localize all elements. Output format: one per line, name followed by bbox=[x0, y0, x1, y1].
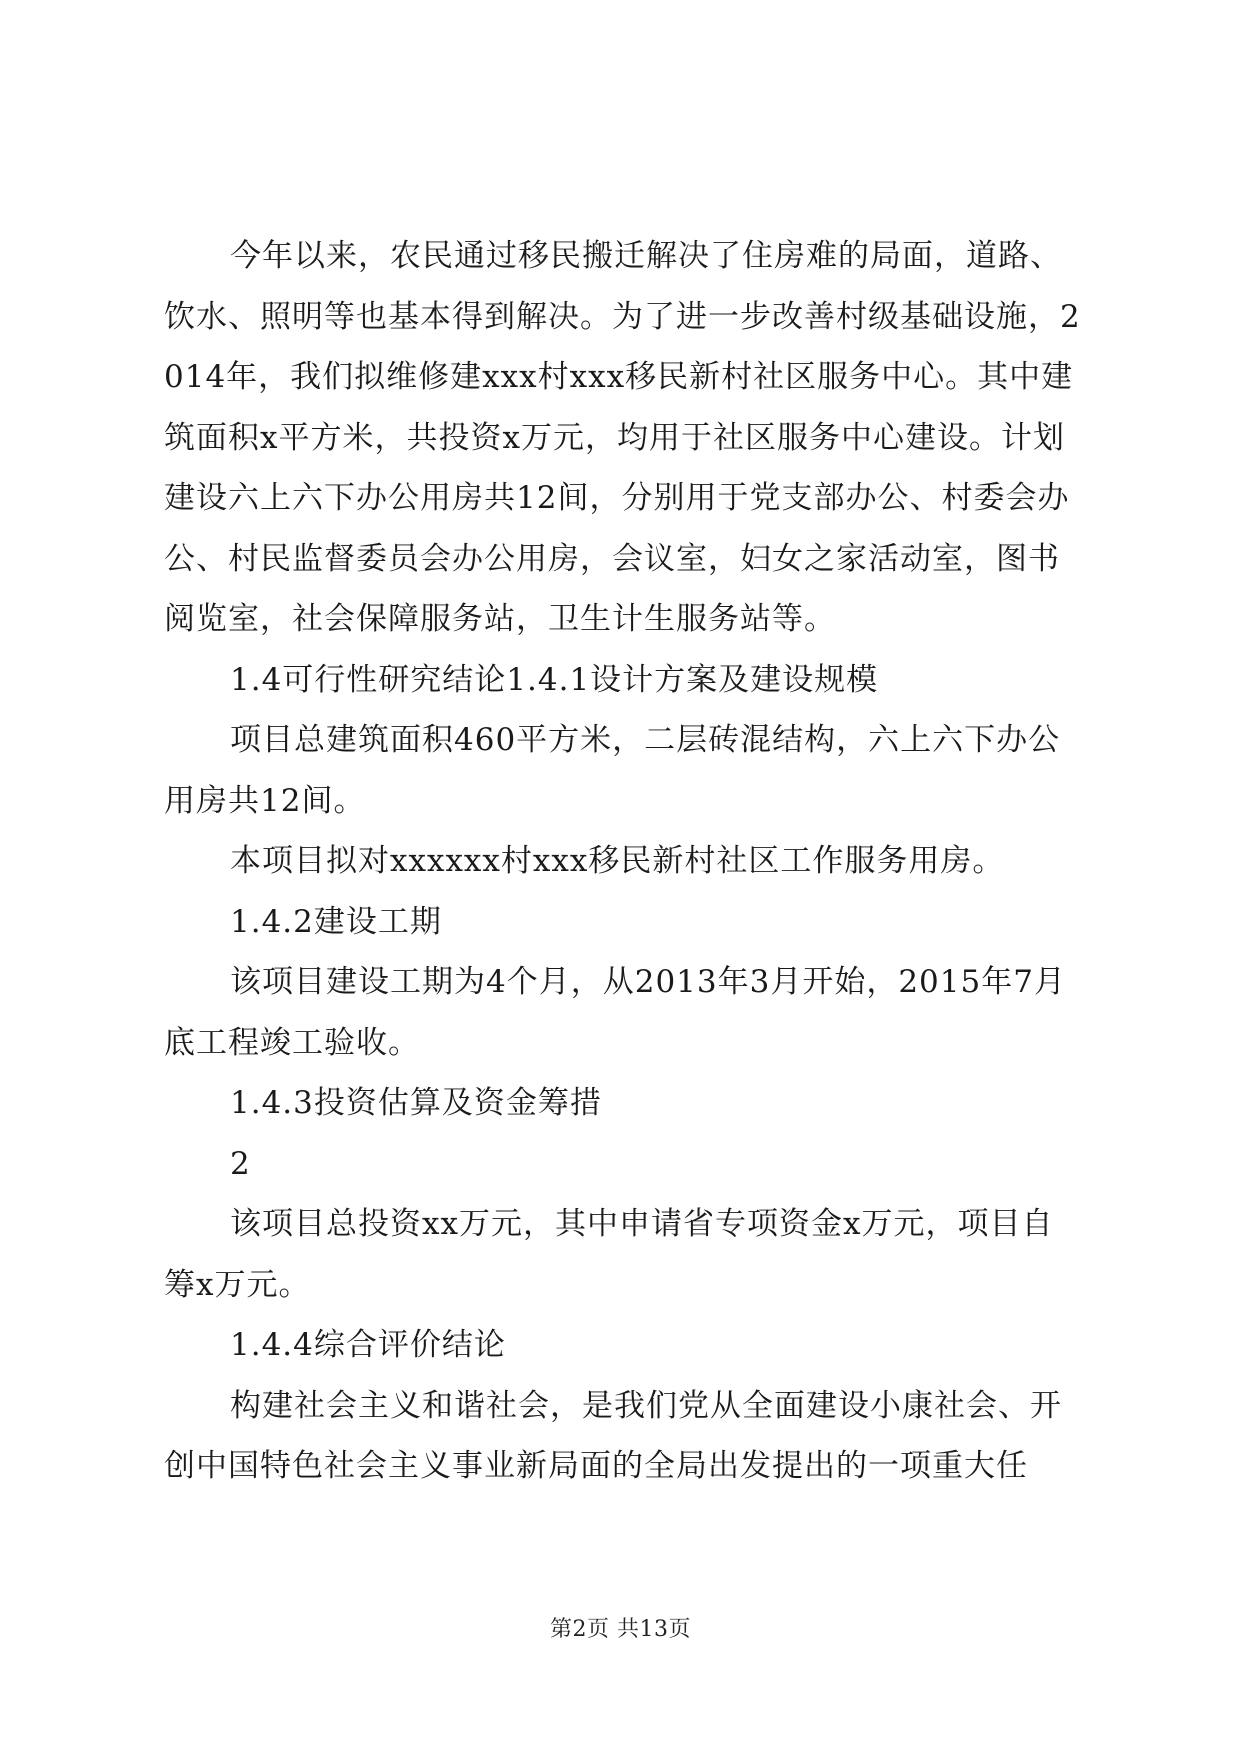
heading-1-4-2: 1.4.2建设工期 bbox=[230, 903, 442, 940]
heading-1-4-4: 1.4.4综合评价结论 bbox=[230, 1327, 506, 1363]
paragraph-investment: 该项目总投资xx万元，其中申请省专项资金x万元，项目自筹x万元。 bbox=[164, 1206, 1054, 1303]
paragraph-scale: 项目总建筑面积460平方米，二层砖混结构，六上六下办公用房共12间。 bbox=[164, 722, 1061, 819]
paragraph-conclusion: 构建社会主义和谐社会，是我们党从全面建设小康社会、开创中国特色社会主义事业新局面的全局出发提出的一项重大任 bbox=[164, 1387, 1062, 1484]
page-footer: 第2页 共13页 bbox=[550, 1617, 691, 1642]
paragraph-schedule: 该项目建设工期为4个月，从2013年3月开始，2015年7月底工程竣工验收。 bbox=[164, 964, 1066, 1061]
paragraph-project: 本项目拟对xxxxxx村xxx移民新村社区工作服务用房。 bbox=[230, 843, 1005, 879]
inline-number: 2 bbox=[230, 1145, 251, 1182]
paragraph-intro: 今年以来，农民通过移民搬迁解决了住房难的局面，道路、饮水、照明等也基本得到解决。为了进一步改善村级基础设施，2014年，我们拟维修建xxx村xxx移民新村社区服务中心。其中建筑面积x平方米，共投资x万元，均用于社区服务中心建设。计划建设六上六下办公用房共12间，分别用于党支部办公、村委会办公、村民监督委员会办公用房，会议室，妇女之家活动室，图书阅览室，社会保障服务站，卫生计生服务站等。 bbox=[164, 238, 1081, 637]
heading-1-4-1: 1.4可行性研究结论1.4.1设计方案及建设规模 bbox=[230, 661, 879, 698]
document-body bbox=[164, 226, 1084, 1497]
heading-1-4-3: 1.4.3投资估算及资金筹措 bbox=[230, 1085, 602, 1121]
